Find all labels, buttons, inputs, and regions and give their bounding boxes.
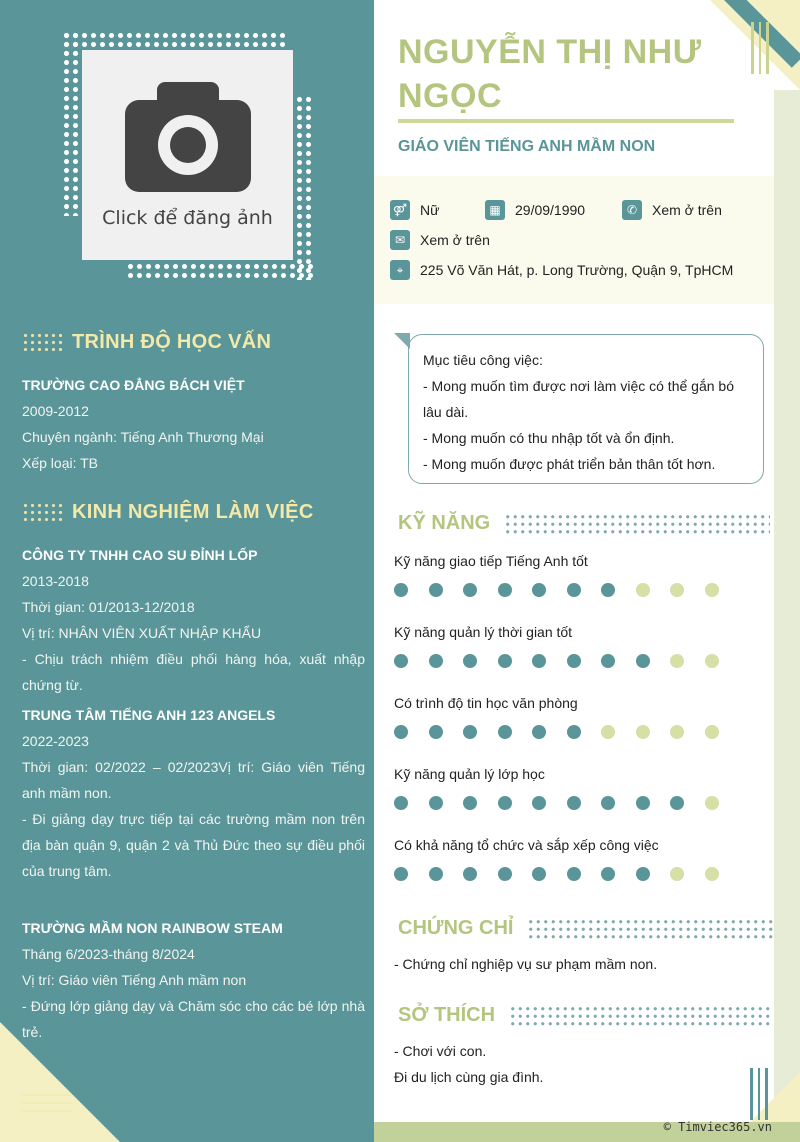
skill-name: Có khả năng tổ chức và sắp xếp công việc xyxy=(394,837,659,853)
hobbies-heading xyxy=(398,1004,771,1027)
watermark: © Timviec365.vn xyxy=(663,1120,772,1134)
rating-dot-empty xyxy=(670,725,684,739)
job-years: 2013-2018 xyxy=(22,573,89,589)
rating-dot-filled xyxy=(532,796,546,810)
rating-dot-empty xyxy=(670,583,684,597)
rating-dot-filled xyxy=(463,654,477,668)
photo-upload-label: Click để đăng ảnh xyxy=(102,206,273,229)
phone-item xyxy=(622,200,722,220)
decorative-lines xyxy=(751,22,774,74)
rating-dot-filled xyxy=(498,725,512,739)
skill-rating xyxy=(394,583,754,597)
rating-dot-filled xyxy=(429,583,443,597)
hobbies-title: SỞ THÍCH xyxy=(398,1004,496,1026)
objective-item: - Mong muốn tìm được nơi làm việc có thể gắn bó lâu dài. xyxy=(423,378,734,420)
skill-item xyxy=(394,624,754,668)
decorative-strip xyxy=(774,90,800,1142)
rating-dot-filled xyxy=(532,867,546,881)
school-name: TRƯỜNG CAO ĐẲNG BÁCH VIỆT xyxy=(22,377,245,393)
gender-item xyxy=(390,200,439,220)
job-time: Thời gian: 02/2022 – 02/2023Vị trí: Giáo viên Tiếng anh mầm non. xyxy=(22,759,365,801)
skill-rating xyxy=(394,796,754,810)
decorative-lines xyxy=(22,1094,72,1118)
job-years: 2022-2023 xyxy=(22,733,89,749)
certificates-heading xyxy=(398,917,773,940)
name-underline xyxy=(398,119,734,123)
rating-dot-filled xyxy=(601,796,615,810)
rating-dot-filled xyxy=(394,654,408,668)
gender-value: Nữ xyxy=(420,202,440,218)
decorative-lines xyxy=(750,1068,773,1120)
rating-dot-filled xyxy=(429,725,443,739)
camera-icon xyxy=(125,82,251,197)
job-position: Vị trí: NHÂN VIÊN XUẤT NHẬP KHẨU xyxy=(22,625,262,641)
job-description: - Đứng lớp giảng dạy và Chăm sóc cho các bé lớp nhà trẻ. xyxy=(22,998,365,1040)
job-1 xyxy=(22,542,365,698)
skills-title: KỸ NĂNG xyxy=(398,512,491,534)
rating-dot-filled xyxy=(567,654,581,668)
job-title: GIÁO VIÊN TIẾNG ANH MẦM NON xyxy=(398,138,656,155)
name-line-2: NGỌC xyxy=(398,77,502,115)
certificates-title: CHỨNG CHỈ xyxy=(398,917,514,939)
hobbies-block xyxy=(394,1038,543,1090)
job-company: TRƯỜNG MẦM NON RAINBOW STEAM xyxy=(22,920,283,936)
rating-dot-filled xyxy=(532,654,546,668)
email-value: Xem ở trên xyxy=(420,232,490,248)
skill-item xyxy=(394,837,754,881)
email-item xyxy=(390,230,490,250)
heading-dots xyxy=(504,513,770,535)
rating-dot-filled xyxy=(429,796,443,810)
skill-rating xyxy=(394,654,754,668)
rating-dot-empty xyxy=(636,725,650,739)
rating-dot-empty xyxy=(705,796,719,810)
phone-icon: ✆ xyxy=(622,200,642,220)
rating-dot-empty xyxy=(670,867,684,881)
decorative-dots xyxy=(62,31,80,216)
education-title: TRÌNH ĐỘ HỌC VẤN xyxy=(72,331,272,353)
objective-item: - Mong muốn được phát triển bản thân tốt hơn. xyxy=(423,456,716,472)
rating-dot-filled xyxy=(567,796,581,810)
rating-dot-filled xyxy=(601,583,615,597)
rating-dot-filled xyxy=(498,867,512,881)
hobby-item: - Chơi với con. xyxy=(394,1043,487,1059)
rating-dot-filled xyxy=(532,583,546,597)
skill-name: Có trình độ tin học văn phòng xyxy=(394,695,578,711)
education-heading xyxy=(22,331,271,354)
address-item xyxy=(390,260,733,280)
rating-dot-filled xyxy=(394,796,408,810)
objective-title: Mục tiêu công việc: xyxy=(423,352,543,368)
rating-dot-filled xyxy=(498,796,512,810)
job-company: TRUNG TÂM TIẾNG ANH 123 ANGELS xyxy=(22,707,276,723)
job-time: Thời gian: 01/2013-12/2018 xyxy=(22,599,195,615)
skill-item xyxy=(394,695,754,739)
location-pin-icon: ⌖ xyxy=(390,260,410,280)
school-grade: Xếp loại: TB xyxy=(22,455,99,471)
skill-name: Kỹ năng quản lý thời gian tốt xyxy=(394,624,573,640)
school-major: Chuyên ngành: Tiếng Anh Thương Mại xyxy=(22,429,264,445)
birthday-value: 29/09/1990 xyxy=(515,202,586,218)
rating-dot-filled xyxy=(429,654,443,668)
decorative-dots xyxy=(295,95,313,280)
skill-name: Kỹ năng quản lý lớp học xyxy=(394,766,545,782)
rating-dot-filled xyxy=(463,796,477,810)
birthday-item xyxy=(485,200,585,220)
rating-dot-filled xyxy=(463,583,477,597)
rating-dot-filled xyxy=(394,583,408,597)
skill-item xyxy=(394,766,754,810)
experience-title: KINH NGHIỆM LÀM VIỆC xyxy=(72,501,314,523)
calendar-icon: ▦ xyxy=(485,200,505,220)
skill-name: Kỹ năng giao tiếp Tiếng Anh tốt xyxy=(394,553,588,569)
photo-upload[interactable] xyxy=(82,50,293,260)
candidate-name xyxy=(398,30,718,118)
rating-dot-empty xyxy=(705,867,719,881)
rating-dot-filled xyxy=(636,867,650,881)
rating-dot-filled xyxy=(670,796,684,810)
decorative-dots xyxy=(126,262,313,280)
rating-dot-filled xyxy=(601,867,615,881)
skill-item xyxy=(394,553,754,597)
rating-dot-empty xyxy=(705,654,719,668)
rating-dot-empty xyxy=(705,583,719,597)
experience-heading xyxy=(22,501,314,524)
envelope-icon: ✉ xyxy=(390,230,410,250)
education-block xyxy=(22,372,365,476)
rating-dot-filled xyxy=(601,654,615,668)
rating-dot-filled xyxy=(463,867,477,881)
rating-dot-filled xyxy=(394,867,408,881)
school-years: 2009-2012 xyxy=(22,403,89,419)
rating-dot-filled xyxy=(394,725,408,739)
contact-info xyxy=(374,176,774,304)
rating-dot-empty xyxy=(705,725,719,739)
skill-rating xyxy=(394,725,754,739)
job-description: - Đi giảng dạy trực tiếp tại các trường mầm non trên địa bàn quận 9, quận 2 và Thủ Đức theo sự điều phối của trung tâm. xyxy=(22,811,365,879)
rating-dot-filled xyxy=(532,725,546,739)
rating-dot-filled xyxy=(636,796,650,810)
name-line-1: NGUYỄN THỊ NHƯ xyxy=(398,33,702,71)
rating-dot-filled xyxy=(636,654,650,668)
hobby-item: Đi du lịch cùng gia đình. xyxy=(394,1069,544,1085)
rating-dot-empty xyxy=(636,583,650,597)
heading-dots xyxy=(527,918,773,940)
certificate-text: - Chứng chỉ nghiệp vụ sư phạm mầm non. xyxy=(394,956,658,972)
heading-dots xyxy=(22,502,64,524)
objective-item: - Mong muốn có thu nhập tốt và ổn định. xyxy=(423,430,675,446)
skill-rating xyxy=(394,867,754,881)
rating-dot-filled xyxy=(567,583,581,597)
rating-dot-filled xyxy=(429,867,443,881)
job-position: Vị trí: Giáo viên Tiếng Anh mầm non xyxy=(22,972,247,988)
job-company: CÔNG TY TNHH CAO SU ĐỈNH LỐP xyxy=(22,547,258,563)
rating-dot-filled xyxy=(567,867,581,881)
rating-dot-filled xyxy=(498,654,512,668)
rating-dot-filled xyxy=(463,725,477,739)
right-column xyxy=(374,0,800,1142)
left-column xyxy=(0,0,374,1142)
rating-dot-filled xyxy=(567,725,581,739)
gender-icon: ⚤ xyxy=(390,200,410,220)
rating-dot-empty xyxy=(670,654,684,668)
rating-dot-empty xyxy=(601,725,615,739)
job-2 xyxy=(22,702,365,884)
phone-value: Xem ở trên xyxy=(652,202,722,218)
address-value: 225 Võ Văn Hát, p. Long Trường, Quận 9, TpHCM xyxy=(420,262,734,278)
heading-dots xyxy=(509,1005,771,1027)
rating-dot-filled xyxy=(498,583,512,597)
job-description: - Chịu trách nhiệm điều phối hàng hóa, xuất nhập chứng từ. xyxy=(22,651,365,693)
skills-heading xyxy=(398,512,770,535)
decorative-triangle xyxy=(0,1022,120,1142)
heading-dots xyxy=(22,332,64,354)
job-years: Tháng 6/2023-tháng 8/2024 xyxy=(22,946,195,962)
objective-bubble xyxy=(408,334,764,484)
